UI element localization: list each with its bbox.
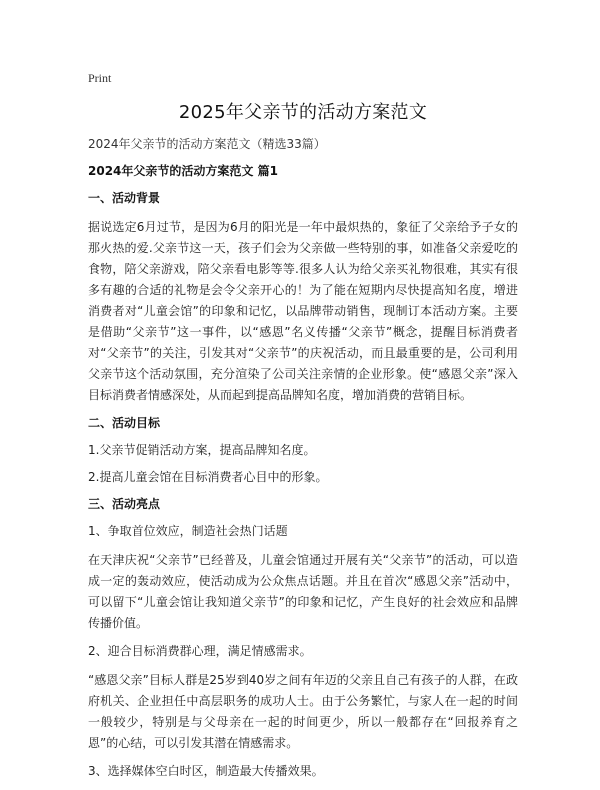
highlight-text-2: “感恩父亲”目标人群是25岁到40岁之间有年迈的父亲且自己有孩子的人群，在政府机关、企业担任中高层职务的成功人士。由于公务繁忙，与家人在一起的时间一般较少，特别是与父母亲在一起的时间更少，所以一般都存在“回报养育之恩”的心结，可以引发其潜在情感需求。 [88, 673, 518, 750]
document-subtitle: 2024年父亲节的活动方案范文（精选33篇） [88, 137, 326, 151]
highlight-text-1: 在天津庆祝“父亲节”已经普及，儿童会馆通过开展有关“父亲节”的活动，可以造成一定的轰动效应，使活动成为公众焦点话题。并且在首次“感恩父亲”活动中，可以留下“儿童会馆让我知道父亲节”的印象和记忆，产生良好的社会效应和品牌传播价值。 [88, 553, 518, 630]
document-title: 2025年父亲节的活动方案范文 [178, 102, 428, 123]
section-heading-goals: 二、活动目标 [88, 416, 161, 430]
goal-item-1: 1.父亲节促销活动方案，提高品牌知名度。 [88, 443, 316, 457]
print-label[interactable]: Print [88, 71, 112, 85]
background-paragraph: 据说选定6月过节，是因为6月的阳光是一年中最炽热的，象征了父亲给予子女的那火热的爱.父亲节这一天，孩子们会为父亲做一些特别的事，如准备父亲爱吃的食物，陪父亲游戏，陪父亲看电影等等.很多人认为给父亲买礼物很难，其实有很多有趣的合适的礼物是会令父亲开心的！为了能在短期内尽快提高知名度，增进消费者对“儿童会馆”的印象和记忆，以品牌带动销售，现制订本活动方案。主要是借助“父亲节”这一事件，以“感恩”名义传播“父亲节”概念，提醒目标消费者对“父亲节”的关注，引发其对“父亲节”的庆祝活动，而且最重要的是，公司利用父亲节这个活动氛围，充分渲染了公司关注亲情的企业形象。使“感恩父亲”深入目标消费者情感深处，从而起到提高品牌知名度，增加消费的营销目标。 [88, 220, 518, 402]
document-content [88, 70, 518, 790]
section-heading-background: 一、活动背景 [88, 191, 161, 205]
article-heading: 2024年父亲节的活动方案范文 篇1 [88, 164, 278, 178]
section-heading-highlights: 三、活动亮点 [88, 497, 161, 511]
highlight-title-3: 3、选择媒体空白时区，制造最大传播效果。 [88, 764, 324, 778]
highlight-title-2: 2、迎合目标消费群心理，满足情感需求。 [88, 644, 312, 658]
goal-item-2: 2.提高儿童会馆在目标消费者心目中的形象。 [88, 470, 328, 484]
highlight-title-1: 1、争取首位效应，制造社会热门话题 [88, 524, 288, 538]
